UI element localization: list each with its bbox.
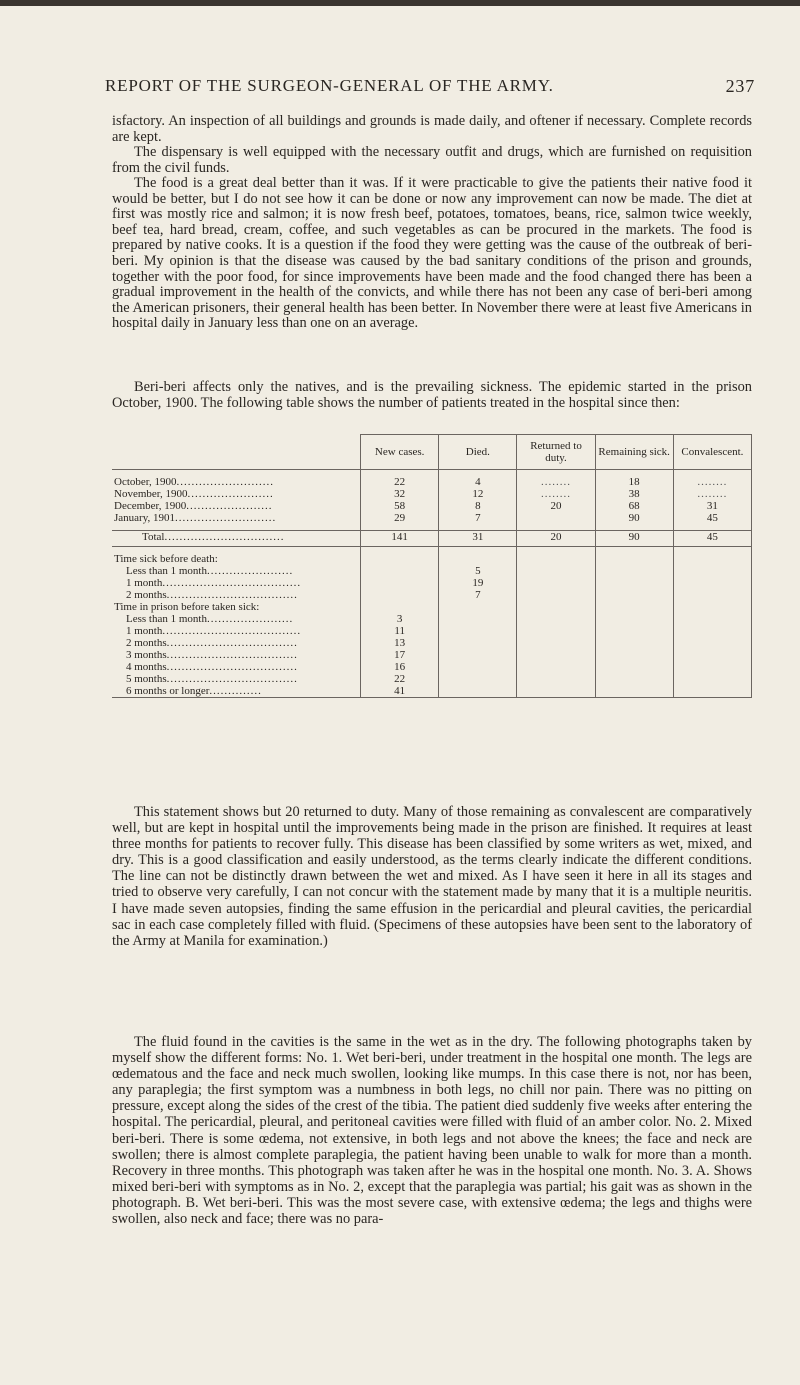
table-row: 3 months................................... 17: [112, 649, 752, 661]
total-returned: 20: [517, 531, 595, 547]
row-label: 4 months: [126, 661, 167, 673]
row-label: 3 months: [126, 649, 167, 661]
table-total-row: Total................................ 141 31 20 90 45: [112, 531, 752, 547]
paragraph-dispensary: The dispensary is well equipped with the necessary outfit and drugs, which are furnished on requisition from the civil funds.: [112, 144, 752, 176]
header-died: Died.: [439, 435, 517, 470]
table-row: 6 months or longer.............. 41: [112, 685, 752, 698]
section-heading-row: [112, 553, 752, 565]
row-label: 1 month: [126, 625, 163, 637]
table-row: 2 months................................... 13: [112, 637, 752, 649]
cell-new: 29: [361, 512, 439, 524]
row-label: 5 months: [126, 673, 167, 685]
cell-convalescent: 31: [673, 500, 751, 512]
row-label: 6 months or longer: [126, 685, 210, 697]
cell-died: 19: [439, 577, 517, 589]
table-row: January, 1901........................... 29 7 90 45: [112, 512, 752, 524]
cell-died: 4: [439, 476, 517, 488]
header-remaining: Remaining sick.: [595, 435, 673, 470]
sick-heading: Time sick before death:: [114, 553, 218, 565]
row-label: December, 1900: [114, 500, 187, 512]
table-row: December, 1900....................... 58 8 20 68 31: [112, 500, 752, 512]
cell-new: 32: [361, 488, 439, 500]
section-heading-row: [112, 601, 752, 613]
cell-new: 22: [361, 476, 439, 488]
row-label: November, 1900: [114, 488, 188, 500]
table-row: November, 1900....................... 32 12 ........ 38 ........: [112, 488, 752, 500]
row-label: October, 1900: [114, 476, 177, 488]
cell-died: 12: [439, 488, 517, 500]
total-new: 141: [361, 531, 439, 547]
header-returned: Returned to duty.: [517, 435, 595, 470]
total-remaining: 90: [595, 531, 673, 547]
cell-new: 41: [361, 685, 439, 698]
row-label: 2 months: [126, 637, 167, 649]
table-row: October, 1900.......................... 22 4 ........ 18 ........: [112, 476, 752, 488]
total-label: Total: [142, 531, 165, 543]
cell-remaining: 90: [595, 512, 673, 524]
cell-new: 13: [361, 637, 439, 649]
cell-new: 17: [361, 649, 439, 661]
row-label: Less than 1 month: [126, 613, 207, 625]
paragraph-statement: This statement shows but 20 returned to duty. Many of those remaining as convalescent are comparatively well, but are kept in hospital until the improvements being made in the prison are finished. It requires at least three months for patients to recover fully. This disease has been classified by some writers as wet, mixed, and dry. This is a good classification and easily understood, as the terms clearly indicate the different conditions. The line can not be distinctly drawn between the wet and mixed. As I have seen it here in all its stages and tried to observe very carefully, I can not concur with the statement made by many that it is a multiple neuritis. I have made seven autopsies, finding the same effusion in the pericardial and pleural cavities, the pericardial sac in each case completely filled with fluid. (Specimens of these autopsies have been sent to the laboratory of the Army at Manila for examination.): [112, 804, 752, 949]
paragraph-fluid-photographs: The fluid found in the cavities is the same in the wet as in the dry. The following photographs taken by myself show the different forms: No. 1. Wet beri-beri, under treatment in the hospital one month. The legs are œdematous and the face and neck much swollen, looking like mumps. In this case there is not, nor has been, any paraplegia; the first symptom was a numbness in both legs, no chill nor pain. There was no pitting on pressure, except along the sides of the crest of the tibia. The patient died suddenly five weeks after entering the hospital. The pericardial, pleural, and peritoneal cavities were filled with fluid of an amber color. No. 2. Mixed beri-beri. There is some œdema, not extensive, in both legs and not above the knees; the face and neck are swollen; there is almost complete paraplegia, the patient having been unable to walk for more than a month. Recovery in three months. This photograph was taken after he was in the hospital one month. No. 3. A. Shows mixed beri-beri with symptoms as in No. 2, except that the paraplegia was partial; his gait was as shown in the photograph. B. Wet beri-beri. This was the most severe case, with extensive œdema; the legs and thighs were swollen, also neck and face; there was no para-: [112, 1034, 752, 1228]
cell-remaining: 18: [595, 476, 673, 488]
table-row: Less than 1 month....................... 5: [112, 565, 752, 577]
table-row: 1 month..................................... 19: [112, 577, 752, 589]
table-row: Less than 1 month....................... 3: [112, 613, 752, 625]
cell-remaining: 68: [595, 500, 673, 512]
cell-died: 8: [439, 500, 517, 512]
cell-died: 5: [439, 565, 517, 577]
cell-returned: 20: [517, 500, 595, 512]
total-convalescent: 45: [673, 531, 751, 547]
table-row: 1 month..................................... 11: [112, 625, 752, 637]
cell-convalescent: 45: [673, 512, 751, 524]
cell-died: 7: [439, 589, 517, 601]
running-header: [105, 76, 755, 102]
header-new-cases: New cases.: [361, 435, 439, 470]
cell-new: 58: [361, 500, 439, 512]
header-convalescent: Convalescent.: [673, 435, 751, 470]
table-row: 2 months................................... 7: [112, 589, 752, 601]
table-row: 4 months................................... 16: [112, 661, 752, 673]
row-label: 2 months: [126, 589, 167, 601]
total-died: 31: [439, 531, 517, 547]
paragraph-food: The food is a great deal better than it was. If it were practicable to give the patients their native food it would be better, but I do not see how it can be done or now any improvement can now be made. The diet at first was mostly rice and salmon; it is now fresh beef, potatoes, tomatoes, beans, rice, salmon twice weekly, beef tea, hard bread, cream, coffee, and such vegetables as can be procured in the markets. The food is prepared by native cooks. It is a question if the food they were getting was the cause of the outbreak of beri-beri. My opinion is that the disease was caused by the bad sanitary conditions of the prison and grounds, together with the poor food, for since improvements have been made and the food changed there has been a gradual improvement in the health of the convicts, and while there has not been any case of beri-beri among the American prisoners, their general health has been better. In November there were at least five Americans in hospital daily in January less than one on an average.: [112, 175, 752, 332]
patients-table: [112, 434, 752, 698]
cell-new: 3: [361, 613, 439, 625]
table-row: 5 months................................... 22: [112, 673, 752, 685]
page-top-edge: [0, 0, 800, 6]
cell-new: 11: [361, 625, 439, 637]
cell-new: 16: [361, 661, 439, 673]
cell-died: 7: [439, 512, 517, 524]
paragraph-inspection: isfactory. An inspection of all buildings and grounds is made daily, and oftener if necessary. Complete records are kept.: [112, 113, 752, 145]
cell-remaining: 38: [595, 488, 673, 500]
prison-heading: Time in prison before taken sick:: [114, 601, 260, 613]
table-header-row: [112, 435, 752, 470]
cell-new: 22: [361, 673, 439, 685]
paragraph-beri-beri-intro: Beri-beri affects only the natives, and is the prevailing sickness. The epidemic started in the prison October, 1900. The following table shows the number of patients treated in the hospital since then:: [112, 379, 752, 411]
running-title: REPORT OF THE SURGEON-GENERAL OF THE ARMY.: [105, 76, 554, 95]
page-number: 237: [725, 76, 755, 96]
row-label: Less than 1 month: [126, 565, 207, 577]
row-label: January, 1901: [114, 512, 175, 524]
row-label: 1 month: [126, 577, 163, 589]
